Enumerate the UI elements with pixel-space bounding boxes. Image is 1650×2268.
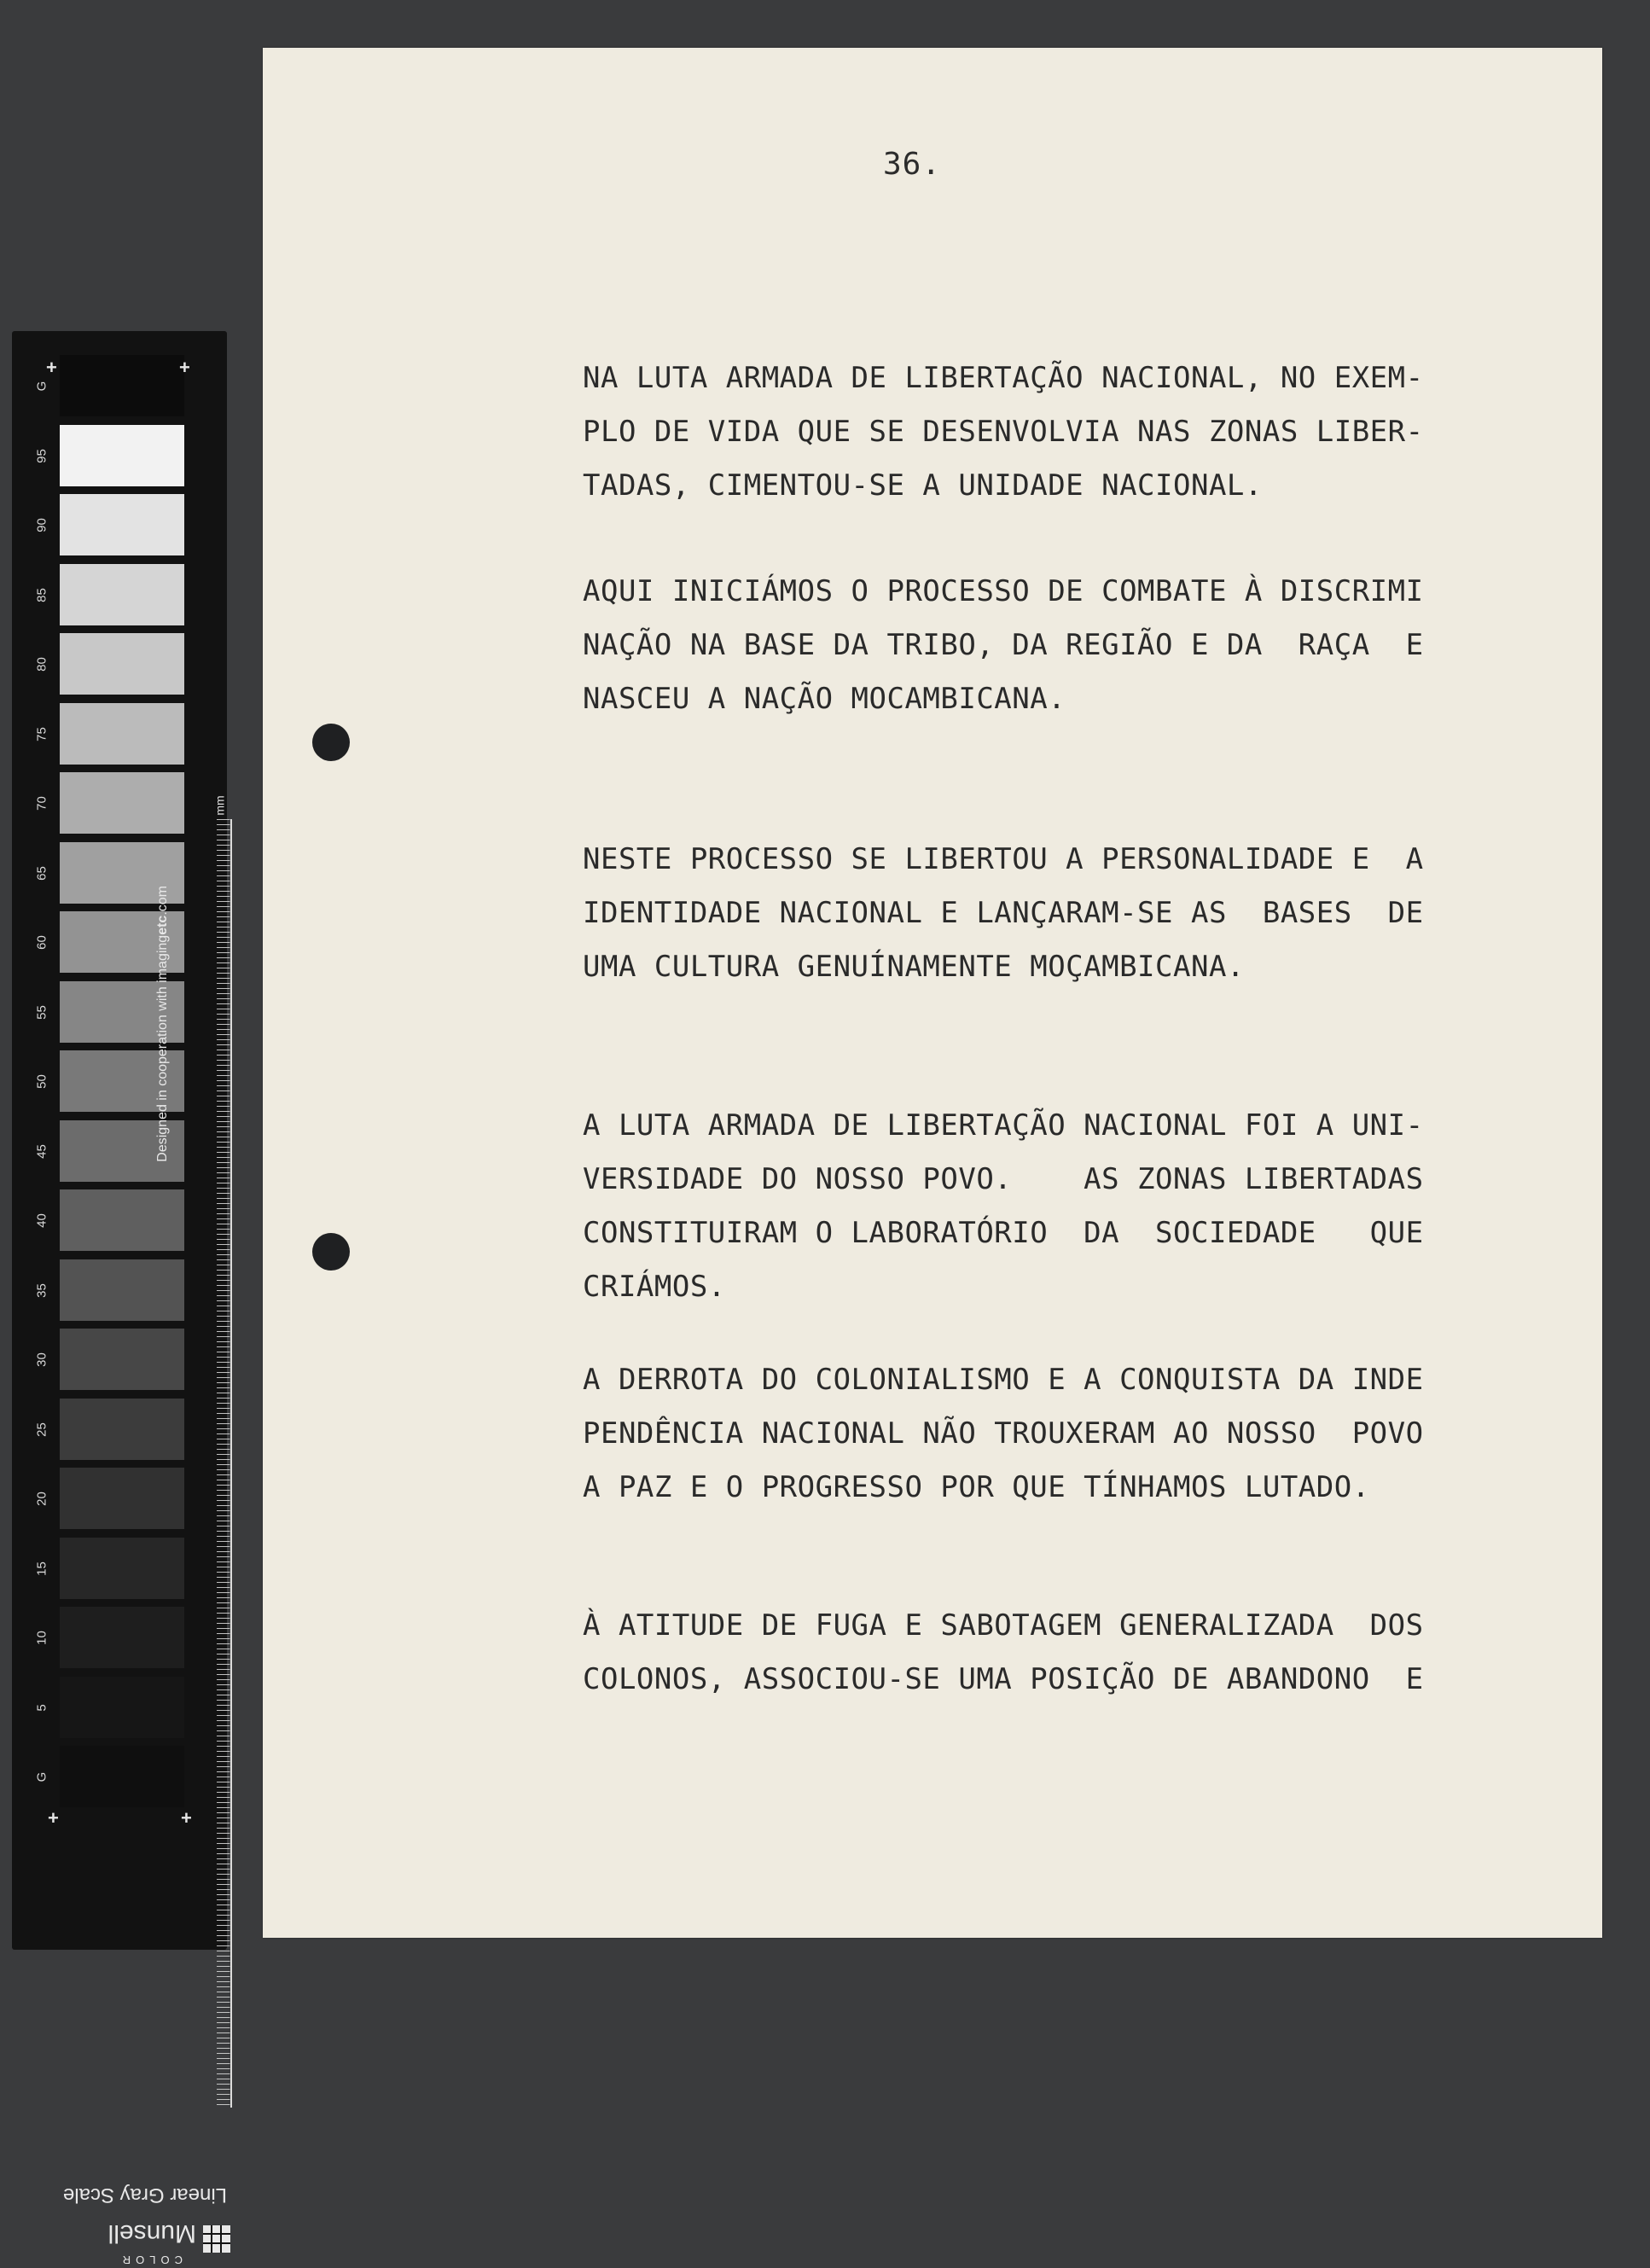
gray-scale-label: 85 <box>34 587 49 602</box>
text-line: COLONOS, ASSOCIOU-SE UMA POSIÇÃO DE ABANDONO E <box>583 1662 1424 1696</box>
mm-label: mm <box>212 795 227 816</box>
gray-scale-label: G <box>34 1771 49 1782</box>
plus-mark: + <box>179 357 190 378</box>
text-line: À ATITUDE DE FUGA E SABOTAGEM GENERALIZADA DOS <box>583 1608 1424 1643</box>
text-line: NA LUTA ARMADA DE LIBERTAÇÃO NACIONAL, NO EXEM- <box>583 361 1424 395</box>
text-line: NESTE PROCESSO SE LIBERTOU A PERSONALIDADE E A <box>583 842 1424 876</box>
gray-patch <box>60 1607 184 1668</box>
plus-mark: + <box>181 1807 192 1829</box>
typed-page <box>263 48 1602 1938</box>
gray-scale-label: 50 <box>34 1074 49 1089</box>
gray-patch <box>60 703 184 765</box>
paragraph <box>583 1353 1424 1515</box>
gray-scale-label: 5 <box>34 1703 49 1712</box>
munsell-brand <box>60 2217 230 2268</box>
text-line: A DERROTA DO COLONIALISMO E A CONQUISTA DA INDE <box>583 1363 1424 1397</box>
paragraph <box>583 1599 1424 1707</box>
gray-scale-label: 35 <box>34 1282 49 1298</box>
gray-patch <box>60 1399 184 1460</box>
gray-patch <box>60 1468 184 1529</box>
gray-patch <box>60 1259 184 1321</box>
mm-ruler <box>217 819 239 2108</box>
gray-scale-label: 90 <box>34 518 49 532</box>
gray-scale-label: G <box>34 381 49 392</box>
munsell-logo-icon <box>203 2225 230 2253</box>
gray-scale-label: 20 <box>34 1492 49 1506</box>
gray-patch <box>60 1746 184 1807</box>
gray-patch <box>60 1329 184 1390</box>
text-line: PENDÊNCIA NACIONAL NÃO TROUXERAM AO NOSSO POVO <box>583 1416 1424 1451</box>
gray-scale-label: 75 <box>34 726 49 741</box>
text-line: NAÇÃO NA BASE DA TRIBO, DA REGIÃO E DA RAÇA E <box>583 628 1424 662</box>
gray-scale-label: 45 <box>34 1143 49 1159</box>
gray-scale-card <box>12 331 228 2266</box>
gray-scale-label: 10 <box>34 1631 49 1645</box>
text-line: A LUTA ARMADA DE LIBERTAÇÃO NACIONAL FOI A UNI- <box>583 1108 1424 1143</box>
text-line: A PAZ E O PROGRESSO POR QUE TÍNHAMOS LUTADO. <box>583 1470 1370 1504</box>
gray-patch <box>60 633 184 695</box>
gray-patch <box>60 564 184 625</box>
text-line: CRIÁMOS. <box>583 1270 726 1304</box>
brand-sub: COLOR <box>117 2253 183 2266</box>
gray-scale-label: 60 <box>34 935 49 950</box>
punch-hole <box>312 1233 350 1271</box>
text-line: TADAS, CIMENTOU-SE A UNIDADE NACIONAL. <box>583 468 1263 503</box>
text-line: NASCEU A NAÇÃO MOCAMBICANA. <box>583 682 1066 716</box>
plus-mark: + <box>46 357 57 378</box>
gray-patch <box>60 355 184 416</box>
gray-patch <box>60 1538 184 1599</box>
gray-scale-label: 65 <box>34 865 49 881</box>
text-line: PLO DE VIDA QUE SE DESENVOLVIA NAS ZONAS LIBER- <box>583 415 1424 449</box>
brand-name: Munsell <box>107 2219 196 2248</box>
punch-hole <box>312 724 350 761</box>
gray-scale-label: 40 <box>34 1213 49 1228</box>
gray-scale-label: 30 <box>34 1352 49 1367</box>
text-line: AQUI INICIÁMOS O PROCESSO DE COMBATE À DISCRIMI <box>583 574 1424 608</box>
scale-name: Linear Gray Scale <box>62 2184 228 2207</box>
ruler-line <box>230 819 232 2108</box>
gray-patch <box>60 494 184 555</box>
gray-scale-label: 55 <box>34 1004 49 1020</box>
text-line: UMA CULTURA GENUÍNAMENTE MOÇAMBICANA. <box>583 950 1245 984</box>
paragraph <box>583 1099 1424 1314</box>
paragraph <box>583 352 1424 513</box>
gray-patch <box>60 1677 184 1738</box>
gray-scale-label: 25 <box>34 1422 49 1437</box>
gray-patch <box>60 425 184 486</box>
gray-scale-label: 70 <box>34 796 49 811</box>
text-line: CONSTITUIRAM O LABORATÓRIO DA SOCIEDADE QUE <box>583 1216 1424 1250</box>
text-line: VERSIDADE DO NOSSO POVO. AS ZONAS LIBERTADAS <box>583 1162 1424 1196</box>
page-number: 36. <box>883 147 942 182</box>
paragraph <box>583 833 1424 994</box>
text-line: IDENTIDADE NACIONAL E LANÇARAM-SE AS BASES DE <box>583 896 1424 930</box>
gray-scale-label: 95 <box>34 448 49 463</box>
card-credit: Designed in cooperation with imagingetc.com <box>155 886 170 1162</box>
gray-scale-label: 15 <box>34 1561 49 1576</box>
gray-patch <box>60 772 184 834</box>
plus-mark: + <box>48 1807 59 1829</box>
paragraph <box>583 565 1424 726</box>
gray-scale-label: 80 <box>34 657 49 672</box>
